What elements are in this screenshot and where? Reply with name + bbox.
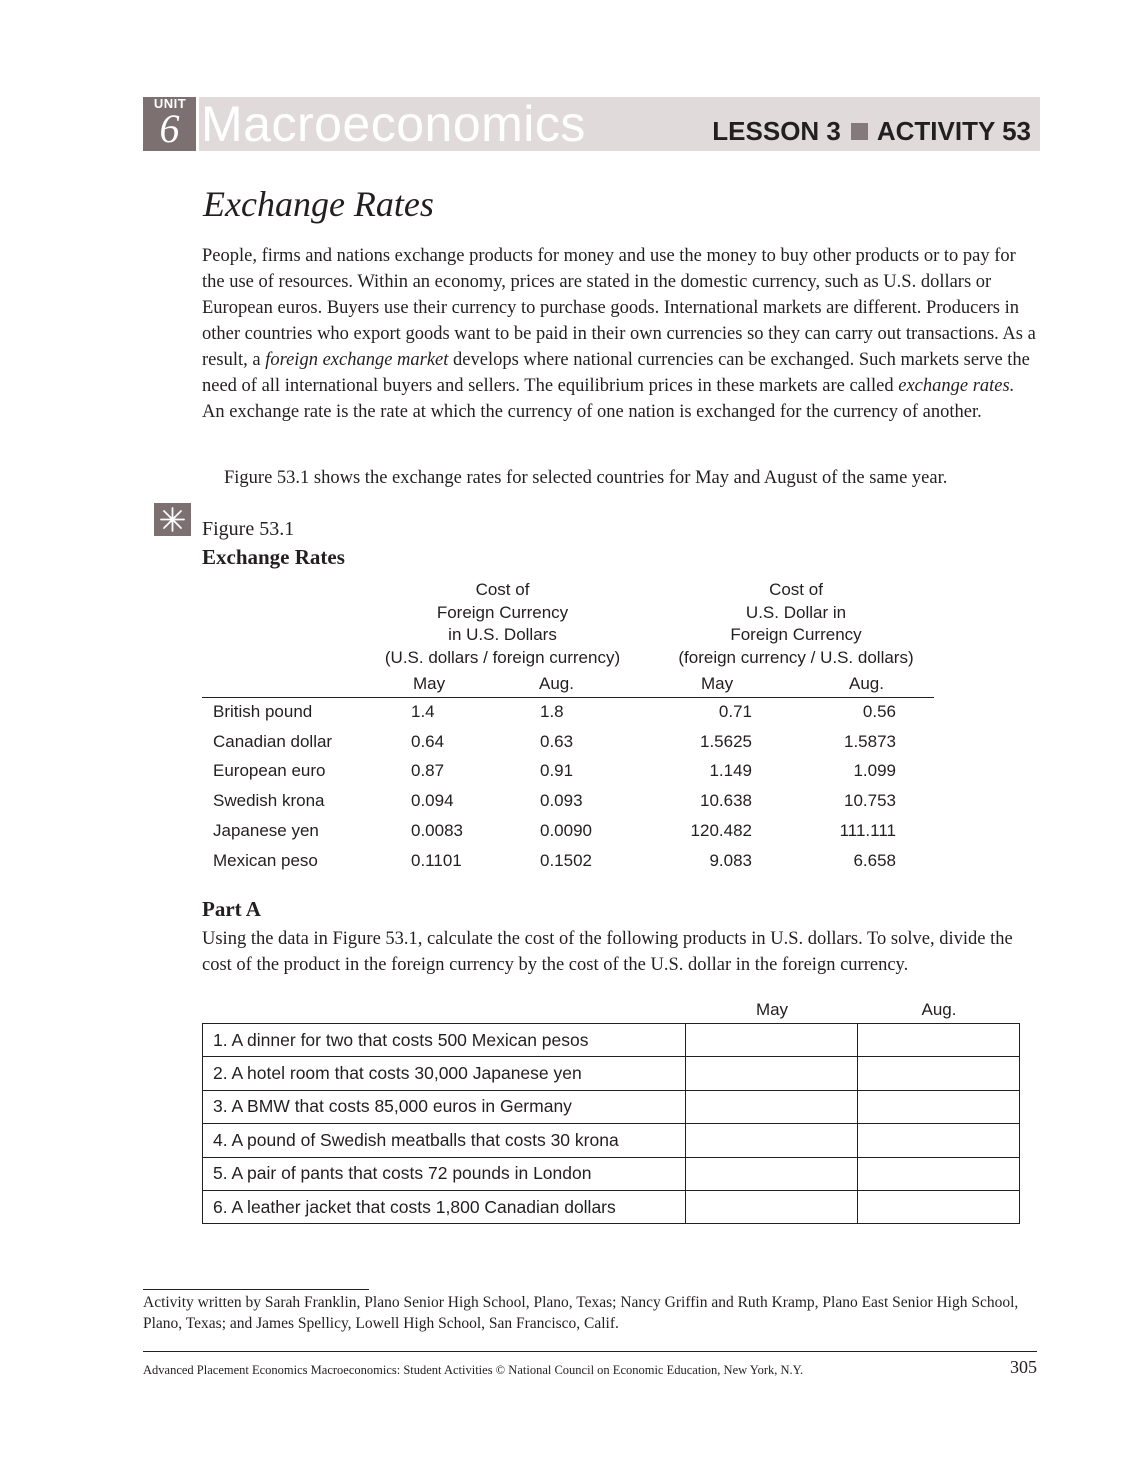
fc-may-cell: 10.638: [700, 791, 752, 811]
currency-cell: British pound: [213, 702, 313, 721]
answer-cell-may[interactable]: [686, 1057, 858, 1090]
usd-aug-cell: 1.8: [540, 702, 564, 721]
group1-line2: Foreign Currency: [436, 602, 569, 622]
answer-cell-may[interactable]: [686, 1090, 858, 1123]
fc-aug-cell: 10.753: [844, 791, 896, 811]
group2-line2: U.S. Dollar in: [745, 602, 847, 622]
part-a-heading: Part A: [202, 897, 261, 921]
answer-cell-may[interactable]: [686, 1190, 858, 1223]
subheader-may-usd: May: [413, 674, 446, 693]
activity-label: ACTIVITY 53: [876, 116, 1031, 146]
intro-term-2: exchange rates.: [898, 376, 1015, 396]
currency-cell: Japanese yen: [213, 820, 319, 840]
intro-paragraph: [202, 243, 1038, 425]
asterisk-icon: [154, 503, 191, 536]
intro-text-3: An exchange rate is the rate at which the currency of one nation is exchanged for the currency of another.: [202, 402, 982, 422]
group1-line1: Cost of: [475, 580, 530, 599]
answer-cell-aug[interactable]: [858, 1057, 1020, 1090]
answer-cell-aug[interactable]: [858, 1124, 1020, 1157]
usd-may-cell: 0.64: [411, 731, 445, 751]
group1-line4: (U.S. dollars / foreign currency): [384, 647, 621, 667]
answer-cell-aug[interactable]: [858, 1024, 1020, 1057]
answer-table: [202, 1023, 1020, 1224]
usd-may-cell: 0.094: [411, 791, 454, 811]
fc-may-cell: 9.083: [709, 850, 752, 870]
footer-rule: [143, 1351, 1037, 1352]
figure-title: Exchange Rates: [202, 545, 345, 569]
usd-aug-cell: 0.093: [540, 791, 583, 811]
currency-cell: Mexican peso: [213, 850, 318, 870]
usd-may-cell: 0.87: [411, 761, 445, 781]
answer-row: [203, 1157, 1020, 1190]
column-group-foreign: [660, 579, 932, 669]
question-text: 3. A BMW that costs 85,000 euros in Germany: [203, 1090, 686, 1123]
subheader-aug-foreign: Aug.: [849, 674, 884, 693]
fc-aug-cell: 111.111: [839, 820, 896, 840]
answer-col-may: May: [755, 1000, 789, 1019]
answer-row: [203, 1190, 1020, 1223]
currency-cell: Canadian dollar: [213, 731, 333, 751]
fc-may-cell: 1.149: [709, 761, 752, 781]
usd-aug-cell: 0.91: [540, 761, 574, 781]
answer-cell-aug[interactable]: [858, 1157, 1020, 1190]
usd-aug-cell: 0.1502: [540, 850, 592, 870]
answer-row: [203, 1057, 1020, 1090]
currency-cell: European euro: [213, 761, 326, 781]
answer-cell-may[interactable]: [686, 1024, 858, 1057]
footnote-rule: [143, 1289, 369, 1290]
activity-credits: Activity written by Sarah Franklin, Plano Senior High School, Plano, Texas; Nancy Griffin and Ruth Kramp, Plano East Senior High School, Plano, Texas; and James Spellicy, Lowell High School, San Francisco, Calif.: [143, 1294, 1019, 1332]
asterisk-icon-svg: [154, 503, 191, 536]
fc-may-cell: 0.71: [718, 702, 752, 721]
footer-text: Advanced Placement Economics Macroeconomics: Student Activities © National Council on Economic Education, New York, N.Y.: [143, 1363, 804, 1377]
figure-rule: [202, 697, 934, 698]
fc-aug-cell: 0.56: [862, 702, 896, 721]
currency-cell: Swedish krona: [213, 791, 325, 811]
question-text: 1. A dinner for two that costs 500 Mexican pesos: [203, 1024, 686, 1057]
usd-aug-cell: 0.63: [540, 731, 574, 751]
fc-may-cell: 1.5625: [700, 731, 752, 751]
answer-col-aug: Aug.: [921, 1000, 957, 1019]
usd-may-cell: 1.4: [411, 702, 435, 721]
answer-cell-aug[interactable]: [858, 1090, 1020, 1123]
intro-term-1: foreign exchange market: [265, 350, 449, 370]
intro-text-1: People, firms and nations exchange products for money and use the money to buy other products or to pay for the use of resources. Within an economy, prices are stated in the domestic currency, such as U.S. dollars or European euros. Buyers use their currency to purchase goods. International markets are different. Producers in other countries who export goods want to be paid in their own currencies so they can carry out transactions. As a result, a: [202, 246, 1036, 370]
part-a-instructions: Using the data in Figure 53.1, calculate the cost of the following products in U.S. dollars. To solve, divide the cost of the product in the foreign currency by the cost of the U.S. dollar in the foreign currency.: [202, 929, 1013, 975]
answer-row: [203, 1024, 1020, 1057]
fc-aug-cell: 1.5873: [844, 731, 896, 751]
answer-cell-may[interactable]: [686, 1124, 858, 1157]
column-group-usd: [365, 579, 640, 669]
page-title: Exchange Rates: [203, 184, 434, 224]
square-bullet-icon: [851, 123, 868, 140]
lesson-activity: [712, 116, 1031, 146]
group2-line4: (foreign currency / U.S. dollars): [678, 647, 914, 667]
question-text: 4. A pound of Swedish meatballs that costs 30 krona: [203, 1124, 686, 1157]
figure-label: Figure 53.1: [202, 518, 295, 540]
subheader-may-foreign: May: [701, 674, 734, 693]
page-number: 305: [1010, 1357, 1037, 1377]
question-text: 6. A leather jacket that costs 1,800 Canadian dollars: [203, 1190, 686, 1223]
usd-may-cell: 0.1101: [411, 850, 462, 870]
group1-line3: in U.S. Dollars: [448, 625, 557, 644]
fc-aug-cell: 6.658: [853, 850, 896, 870]
question-text: 5. A pair of pants that costs 72 pounds in London: [203, 1157, 686, 1190]
answer-row: [203, 1090, 1020, 1123]
answer-cell-aug[interactable]: [858, 1190, 1020, 1223]
unit-title: Macroeconomics: [201, 96, 586, 152]
question-text: 2. A hotel room that costs 30,000 Japanese yen: [203, 1057, 686, 1090]
usd-aug-cell: 0.0090: [540, 820, 592, 840]
subheader-aug-usd: Aug.: [539, 674, 574, 693]
answer-row: [203, 1124, 1020, 1157]
lesson-label: LESSON 3: [712, 116, 841, 146]
usd-may-cell: 0.0083: [411, 820, 463, 840]
unit-number: 6: [159, 106, 180, 151]
group2-line3: Foreign Currency: [730, 625, 862, 644]
group2-line1: Cost of: [769, 580, 823, 599]
figure-intro: Figure 53.1 shows the exchange rates for selected countries for May and August of the same year.: [224, 468, 948, 488]
fc-aug-cell: 1.099: [853, 761, 896, 781]
intro-text-2: develops where national currencies can be exchanged. Such markets serve the need of all international buyers and sellers. The equilibrium prices in these markets are called: [202, 350, 1030, 396]
fc-may-cell: 120.482: [690, 820, 752, 840]
answer-cell-may[interactable]: [686, 1157, 858, 1190]
unit-label: UNIT: [153, 96, 187, 111]
